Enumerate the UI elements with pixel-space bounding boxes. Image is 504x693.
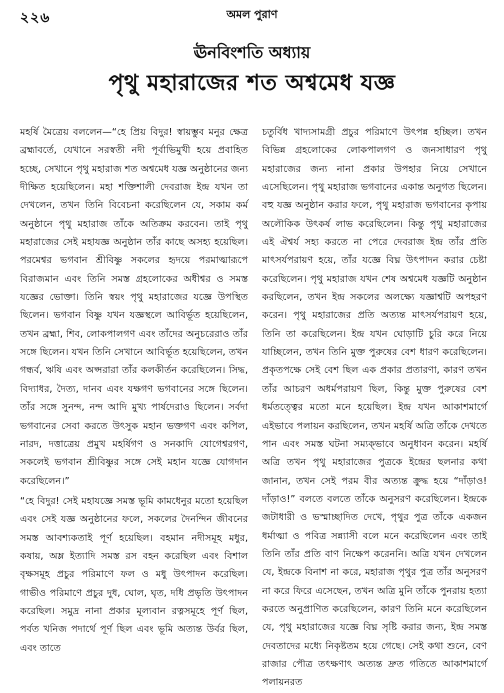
- page-number: ২২৬: [20, 10, 51, 26]
- page-header: [0, 2, 504, 26]
- right-column: [262, 124, 487, 689]
- left-column: [20, 124, 248, 676]
- chapter-title: পৃথু মহারাজের শত অশ্বমেধ যজ্ঞ: [108, 71, 396, 96]
- paragraph: মহর্ষি মৈত্রেয় বললেন—“হে প্রিয় বিদুর! স্বায়ম্ভুব মনুর ক্ষেত্র ব্রহ্মাবর্তে, যেখানে সরস্বতী নদী পূর্বাভিমুখী হয়ে প্রবাহিত হচ্ছে, সেখানে পৃথু মহারাজ শত অশ্বমেধ যজ্ঞ অনুষ্ঠানের জন্য দীক্ষিত হয়েছিলেন। মহা শক্তিশালী দেবরাজ ইন্দ্র যখন তা দেখলেন, তখন তিনি বিবেচনা করেছিলেন যে, সকাম কর্ম অনুষ্ঠানে পৃথু মহারাজ তাঁকে অতিক্রম করবেন। তাই পৃথু মহারাজের সেই মহাযজ্ঞ অনুষ্ঠান তাঁর কাছে অসহ্য হয়েছিল। পরমেশ্বর ভগবান শ্রীবিষ্ণু সকলের হৃদয়ে পরমাত্মারূপে বিরাজমান এবং তিনি সমস্ত গ্রহলোকের অধীশ্বর ও সমস্ত যজ্ঞের ভোক্তা। তিনি স্বয়ং পৃথু মহারাজের যজ্ঞে উপস্থিত ছিলেন। ভগবান বিষ্ণু যখন যজ্ঞস্থলে আবির্ভূত হয়েছিলেন, তখন ব্রহ্মা, শিব, লোকপালগণ এবং তাঁদের অনুচরেরাও তাঁর সঙ্গে ছিলেন। যখন তিনি সেখানে আবির্ভূত হয়েছিলেন, তখন গন্ধর্ব, ঋষি এবং অপ্সরারা তাঁর কলকীর্তন করেছিলেন। সিদ্ধ, বিদ্যাধর, দৈত্য, দানব এবং যক্ষগণ ভগবানের সঙ্গে ছিলেন। তাঁর সঙ্গে সুনন্দ, নন্দ আদি মুখ্য পার্ষদেরাও ছিলেন। সর্বদা ভগবানের সেবা করতে উৎসুক মহান ভক্তগণ এবং কপিল, নারদ, দত্তাত্রেয় প্রমুখ মহর্ষিগণ ও সনকাদি যোগেশ্বরগণ, সকলেই ভগবান শ্রীবিষ্ণুর সঙ্গে সেই মহান যজ্ঞে যোগদান করেছিলেন।”: [20, 127, 248, 487]
- paragraph: “হে বিদুর! সেই মহাযজ্ঞে সমস্ত ভূমি কামধেনুর মতো হয়েছিল এবং সেই যজ্ঞ অনুষ্ঠানের ফলে, সকলের দৈনন্দিন জীবনের সমস্ত আবশ্যকতাই পূর্ণ হয়েছিল। বহমান নদীসমূহ মধুর, কষায়, অম্ল ইত্যাদি সমস্ত রস বহন করেছিল এবং বিশাল বৃক্ষসমূহ প্রচুর পরিমাণে ফল ও মধু উৎপাদন করেছিল। গাভীও পরিমাণে প্রচুর দুধ, ঘোল, ঘৃত, দধি প্রভৃতি উৎপাদন করেছিল। সমুদ্র নানা প্রকার মূল্যবান রত্নসমূহে পূর্ণ ছিল, পর্বত খনিজ পদার্থে পূর্ণ ছিল এবং ভূমি অত্যন্ত উর্বর ছিল, এবং তাতে: [20, 495, 248, 654]
- paragraph: চতুর্বিধ খাদ্যসামগ্রী প্রচুর পরিমাণে উৎপন্ন হচ্ছিল। তখন বিভিন্ন গ্রহলোকের লোকপালগণ ও জনসাধারণ পৃথু মহারাজের জন্য নানা প্রকার উপহার নিয়ে সেখানে এসেছিলেন। পৃথু মহারাজ ভগবানের একান্ত অনুগত ছিলেন। বহু যজ্ঞ অনুষ্ঠান করার ফলে, পৃথু মহারাজ ভগবানের কৃপায় অলৌকিক উৎকর্ষ লাভ করেছিলেন। কিন্তু পৃথু মহারাজের এই ঐশ্বর্য সহ্য করতে না পেরে দেবরাজ ইন্দ্র তাঁর প্রতি মাৎসর্যপরায়ণ হয়ে, তাঁর যজ্ঞে বিঘ্ন উৎপাদন করার চেষ্টা করেছিলেন। পৃথু মহারাজ যখন শেষ অশ্বমেধ যজ্ঞটি অনুষ্ঠান করছিলেন, তখন ইন্দ্র সকলের অলক্ষ্যে যজ্ঞাশ্বটি অপহরণ করেন। পৃথু মহারাজের প্রতি অত্যন্ত মাৎসর্যপরায়ণ হয়ে, তিনি তা করেছিলেন। ইন্দ্র যখন ঘোড়াটি চুরি করে নিয়ে যাচ্ছিলেন, তখন তিনি মুক্ত পুরুষের বেশ ধারণ করেছিলেন। প্রকৃতপক্ষে সেই বেশ ছিল এক প্রকার প্রতারণা, কারণ তখন তাঁর আচরণ অধর্মপরায়ণ ছিল, কিন্তু মুক্ত পুরুষের বেশ ধর্মতত্ত্বের মতো মনে হয়েছিল। ইন্দ্র যখন আকাশমার্গে এইভাবে পলায়ন করছিলেন, তখন মহর্ষি অত্রি তাঁকে দেখতে পান এবং সমস্ত ঘটনা সম্যক্‌ভাবে অনুধাবন করেন। মহর্ষি অত্রি তখন পৃথু মহারাজের পুত্রকে ইন্দ্রের ছলনার কথা জানান, তখন সেই পরম বীর অত্যন্ত ক্রুদ্ধ হয়ে “দাঁড়াও! দাঁড়াও!” বলতে বলতে তাঁকে অনুসরণ করেছিলেন। ইন্দ্রকে জটাধারী ও ভস্মাচ্ছাদিত দেখে, পৃথুর পুত্র তাঁকে একজন ধর্মাত্মা ও পবিত্র সন্ন্যাসী বলে মনে করেছিলেন এবং তাই তিনি তাঁর প্রতি বাণ নিক্ষেপ করেননি। অত্রি যখন দেখলেন যে, ইন্দ্রকে বিনাশ না করে, মহারাজ পৃথুর পুত্র তাঁর অনুসরণ না করে ফিরে এসেছেন, তখন অত্রি মুনি তাঁকে পুনরায় হত্যা করতে অনুপ্রাণিত করেছিলেন, কারণ তিনি মনে করেছিলেন যে, পৃথু মহারাজের যজ্ঞে বিঘ্ন সৃষ্টি করার জন্য, ইন্দ্র সমস্ত দেবতাদের মধ্যে নিকৃষ্টতম হয়ে গেছে। সেই কথা শুনে, বেণ রাজার পৌত্র তৎক্ষণাৎ অত্যন্ত দ্রুত গতিতে আকাশমার্গে পলায়নরত: [262, 127, 487, 689]
- chapter-heading: ঊনবিংশতি অধ্যায়: [193, 43, 311, 62]
- running-head: অমল পুরাণ: [226, 8, 278, 21]
